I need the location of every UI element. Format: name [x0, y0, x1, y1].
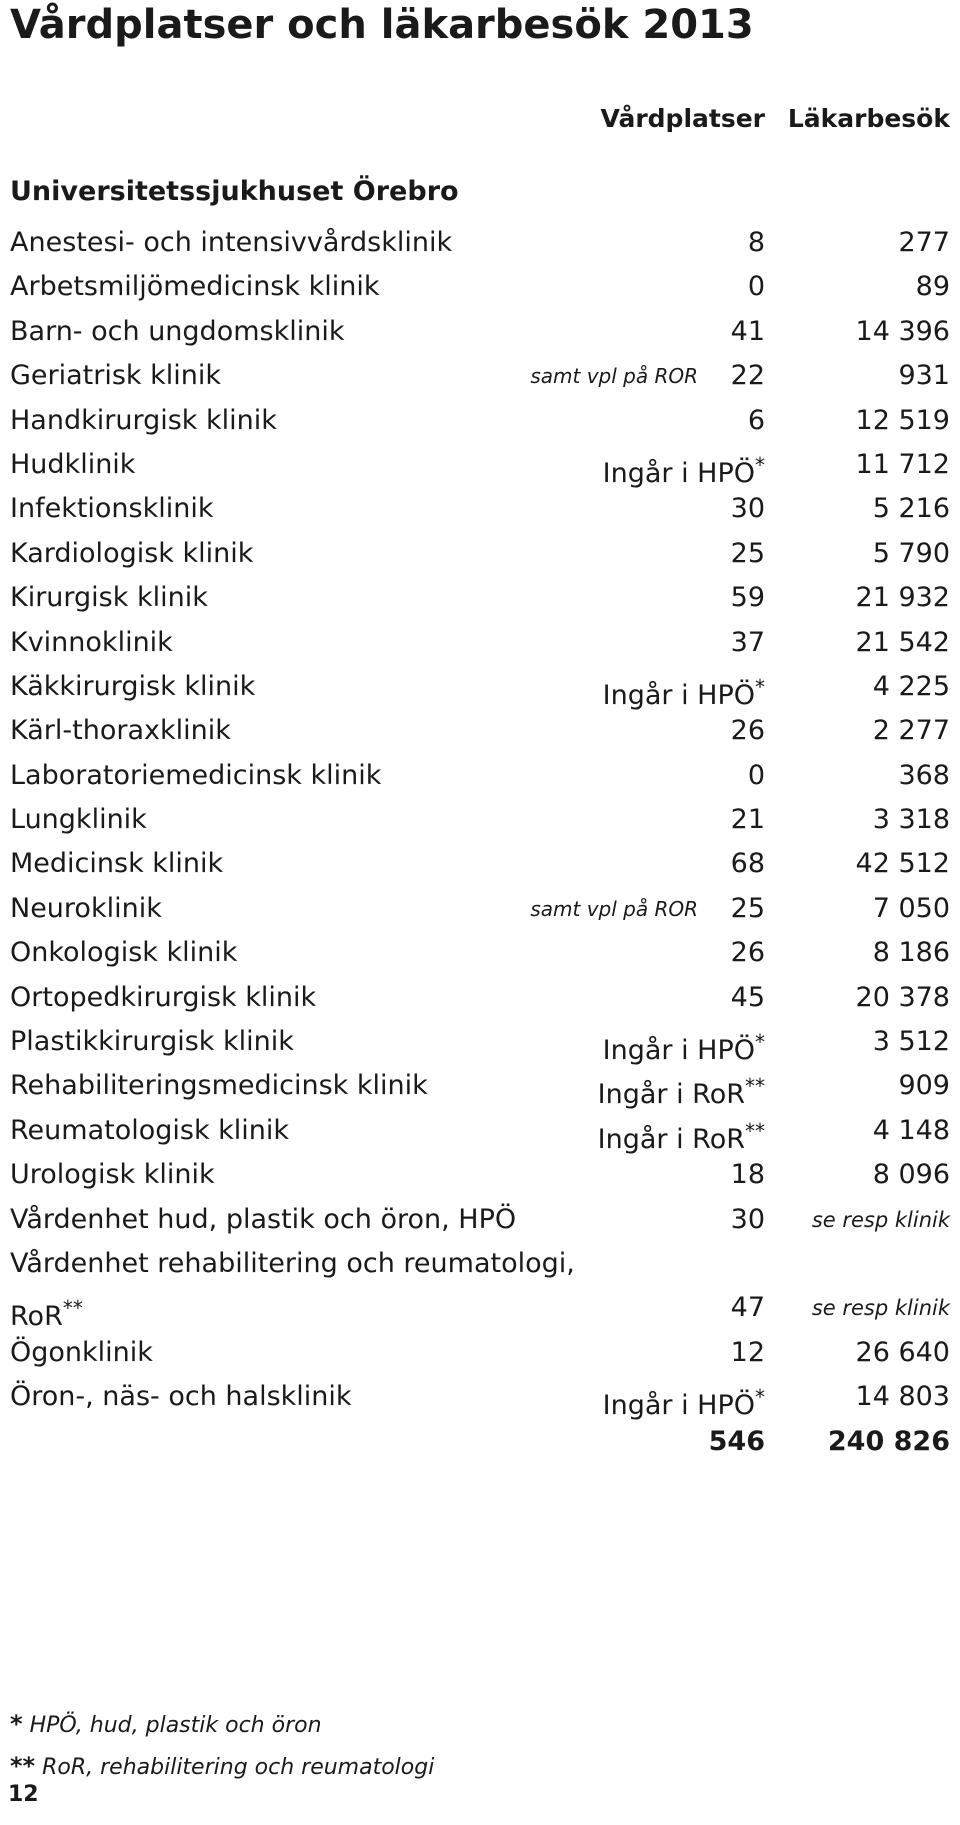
ingar-text: Ingår i HPÖ	[602, 457, 755, 489]
lakarbesok-value: 4 148	[872, 1114, 950, 1146]
clinic-name: Arbetsmiljömedicinsk klinik	[10, 271, 380, 303]
vardplatser-value: 26	[730, 715, 765, 747]
vardplatser-value: 41	[730, 315, 765, 347]
clinic-note: samt vpl på ROR	[530, 364, 698, 389]
vardplatser-value: 47	[730, 1292, 765, 1324]
clinic-name: Infektionsklinik	[10, 493, 214, 525]
vardplatser-value: 30	[730, 493, 765, 525]
column-header-vardplatser: Vårdplatser	[600, 104, 765, 133]
table-row	[0, 842, 960, 886]
table-row	[0, 487, 960, 531]
lakarbesok-value: 12 519	[855, 404, 950, 436]
clinic-name: Anestesi- och intensivvårdsklinik	[10, 227, 453, 258]
footnote-text: RoR, rehabilitering och reumatologi	[42, 1755, 435, 1780]
lakarbesok-value: 7 050	[872, 892, 950, 924]
table-row	[0, 1375, 960, 1422]
footnote-ror	[10, 1752, 434, 1780]
lakarbesok-value: 8 096	[872, 1159, 950, 1191]
vardplatser-value: 18	[730, 1159, 765, 1191]
clinic-name: Ögonklinik	[10, 1336, 153, 1368]
lakarbesok-value: 4 225	[872, 670, 950, 702]
section-heading: Universitetssjukhuset Örebro	[10, 176, 459, 207]
column-header-lakarbesok: Läkarbesök	[787, 104, 950, 133]
lakarbesok-value: 8 186	[872, 937, 950, 969]
clinic-name: Laboratoriemedicinsk klinik	[10, 759, 382, 791]
clinic-name: Plastikkirurgisk klinik	[10, 1026, 294, 1058]
clinic-name: Vårdenhet rehabilitering och reumatologi,	[10, 1247, 575, 1279]
table-row	[0, 798, 960, 842]
footnote-marker: **	[62, 1296, 83, 1321]
ingar-text: Ingår i RoR	[597, 1079, 745, 1111]
lakarbesok-value: se resp klinik	[811, 1296, 950, 1321]
clinic-name: Neuroklinik	[10, 892, 162, 924]
table-row	[0, 1109, 960, 1153]
clinic-name: Medicinsk klinik	[10, 848, 224, 880]
table-row	[0, 1064, 960, 1111]
lakarbesok-value: 21 542	[855, 626, 950, 658]
table-row	[0, 532, 960, 576]
clinic-name: Kärl-thoraxklinik	[10, 715, 231, 747]
footnote-marker: *	[755, 1030, 765, 1055]
lakarbesok-value: 14 396	[855, 315, 950, 347]
table-row	[0, 887, 960, 931]
total-row	[0, 1420, 960, 1464]
vardplatser-value: 68	[730, 848, 765, 880]
table-row	[0, 709, 960, 753]
table-row	[0, 310, 960, 354]
clinic-name: Vårdenhet hud, plastik och öron, HPÖ	[10, 1203, 517, 1235]
footnote-marker: *	[10, 1710, 23, 1738]
vardplatser-value: 26	[730, 937, 765, 969]
vardplatser-value: 0	[747, 759, 765, 791]
lakarbesok-value: 5 216	[872, 493, 950, 525]
table-row	[0, 621, 960, 665]
lakarbesok-value: se resp klinik	[811, 1207, 950, 1232]
clinic-name-text: RoR	[10, 1301, 63, 1333]
lakarbesok-value: 14 803	[855, 1381, 950, 1413]
footnote-marker: *	[755, 674, 765, 699]
clinic-name: Kvinnoklinik	[10, 626, 173, 658]
footnote-text: HPÖ, hud, plastik och öron	[29, 1713, 322, 1738]
clinic-name: Rehabiliteringsmedicinsk klinik	[10, 1070, 428, 1102]
table-row	[0, 931, 960, 975]
lakarbesok-value: 11 712	[855, 448, 950, 480]
clinic-name: Öron-, näs- och halsklinik	[10, 1381, 352, 1413]
lakarbesok-value: 26 640	[855, 1336, 950, 1368]
lakarbesok-value: 20 378	[855, 981, 950, 1013]
footnote-marker: *	[755, 1385, 765, 1410]
table-row	[0, 1020, 960, 1067]
page-title: Vårdplatser och läkarbesök 2013	[10, 2, 754, 48]
total-vardplatser: 546	[708, 1425, 765, 1457]
clinic-name: Handkirurgisk klinik	[10, 404, 277, 436]
vardplatser-value: 37	[730, 626, 765, 658]
ingar-text: Ingår i HPÖ	[602, 679, 755, 711]
clinic-name: Barn- och ungdomsklinik	[10, 315, 345, 347]
lakarbesok-value: 3 318	[872, 804, 950, 836]
clinic-table	[0, 221, 960, 1464]
lakarbesok-value: 368	[898, 759, 950, 791]
clinic-name: Geriatrisk klinik	[10, 360, 222, 392]
ingar-text: Ingår i HPÖ	[602, 1035, 755, 1067]
table-row	[0, 354, 960, 398]
vardplatser-value: 0	[747, 271, 765, 303]
footnote-marker: *	[755, 452, 765, 477]
footnote-marker: **	[745, 1118, 765, 1143]
page-number: 12	[8, 1782, 39, 1807]
table-row	[0, 1242, 960, 1331]
total-lakarbesok: 240 826	[827, 1425, 950, 1457]
clinic-note: samt vpl på ROR	[530, 896, 698, 921]
vardplatser-value: 21	[730, 804, 765, 836]
ingar-text: Ingår i RoR	[597, 1123, 745, 1155]
table-row	[0, 976, 960, 1020]
vardplatser-value: 8	[747, 227, 765, 258]
table-row	[0, 443, 960, 487]
table-row	[0, 754, 960, 798]
lakarbesok-value: 42 512	[855, 848, 950, 880]
lakarbesok-value: 2 277	[872, 715, 950, 747]
clinic-name: Kardiologisk klinik	[10, 537, 254, 569]
footnote-marker: **	[10, 1752, 36, 1780]
clinic-name: Käkkirurgisk klinik	[10, 670, 256, 702]
table-row	[0, 1198, 960, 1242]
vardplatser-value: 30	[730, 1203, 765, 1235]
clinic-name: Ortopedkirurgisk klinik	[10, 981, 317, 1013]
clinic-name: Lungklinik	[10, 804, 147, 836]
table-row	[0, 399, 960, 443]
lakarbesok-value: 3 512	[872, 1026, 950, 1058]
table-row	[0, 1331, 960, 1375]
lakarbesok-value: 909	[898, 1070, 950, 1102]
clinic-name: Hudklinik	[10, 448, 136, 480]
vardplatser-value: 22	[730, 360, 765, 392]
vardplatser-value: 25	[730, 537, 765, 569]
clinic-name: Kirurgisk klinik	[10, 582, 208, 614]
vardplatser-value: 59	[730, 582, 765, 614]
table-row	[0, 576, 960, 620]
table-row	[0, 665, 960, 709]
lakarbesok-value: 21 932	[855, 582, 950, 614]
footnote-hpo	[10, 1710, 322, 1738]
vardplatser-value: 25	[730, 892, 765, 924]
table-row	[0, 221, 960, 265]
ingar-text: Ingår i HPÖ	[602, 1390, 755, 1422]
lakarbesok-value: 931	[898, 360, 950, 392]
vardplatser-value: 45	[730, 981, 765, 1013]
table-row	[0, 265, 960, 309]
lakarbesok-value: 89	[915, 271, 950, 303]
clinic-name: Onkologisk klinik	[10, 937, 238, 969]
clinic-name: Reumatologisk klinik	[10, 1114, 290, 1146]
table-row	[0, 1153, 960, 1197]
vardplatser-value: 12	[730, 1336, 765, 1368]
lakarbesok-value: 5 790	[872, 537, 950, 569]
vardplatser-value: 6	[747, 404, 765, 436]
footnote-marker: **	[745, 1074, 765, 1099]
lakarbesok-value: 277	[898, 227, 950, 258]
clinic-name: Urologisk klinik	[10, 1159, 215, 1191]
